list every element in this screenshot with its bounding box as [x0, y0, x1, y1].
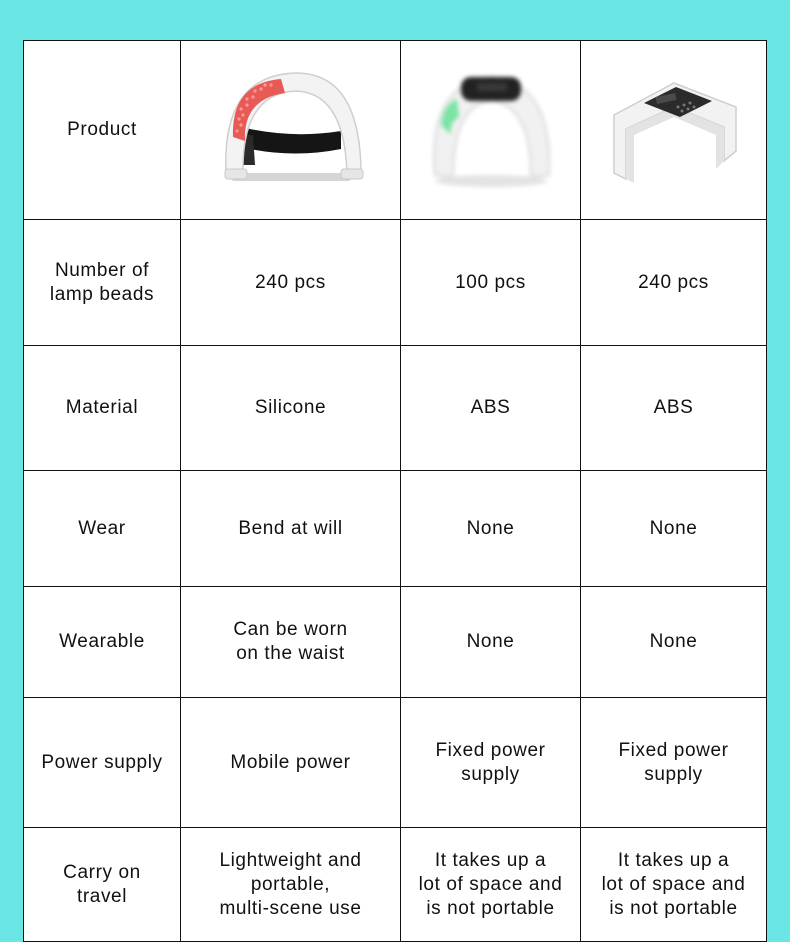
product-image-cell-2	[401, 41, 581, 220]
cell-material-3: ABS	[581, 346, 767, 471]
cell-wearable-2: None	[401, 587, 581, 698]
cell-lamp-beads-1: 240 pcs	[181, 220, 401, 346]
table-row-wear	[24, 471, 767, 587]
cell-wear-3: None	[581, 471, 767, 587]
cell-power-supply-3: Fixed power supply	[581, 698, 767, 828]
cell-material-1: Silicone	[181, 346, 401, 471]
row-label-lamp-beads: Number of lamp beads	[24, 220, 181, 346]
table-row-power-supply	[24, 698, 767, 828]
table-row-material	[24, 346, 767, 471]
row-label-product: Product	[24, 41, 181, 220]
row-label-carry-on-travel: Carry on travel	[24, 828, 181, 942]
cell-carry-on-travel-3: It takes up a lot of space and is not portable	[581, 828, 767, 942]
product-comparison-table	[23, 40, 767, 942]
red-light-arch-device-icon	[211, 65, 371, 195]
cell-wear-2: None	[401, 471, 581, 587]
product-image-cell-1	[181, 41, 401, 220]
table-row-product	[24, 41, 767, 220]
cell-wearable-3: None	[581, 587, 767, 698]
cell-power-supply-1: Mobile power	[181, 698, 401, 828]
row-label-wearable: Wearable	[24, 587, 181, 698]
green-light-mask-device-icon	[421, 65, 561, 195]
table-row-wearable	[24, 587, 767, 698]
cell-carry-on-travel-2: It takes up a lot of space and is not portable	[401, 828, 581, 942]
row-label-wear: Wear	[24, 471, 181, 587]
product-image-cell-3	[581, 41, 767, 220]
cell-power-supply-2: Fixed power supply	[401, 698, 581, 828]
row-label-material: Material	[24, 346, 181, 471]
white-led-panel-device-icon	[604, 65, 744, 195]
table-row-carry-on-travel	[24, 828, 767, 942]
table-row-lamp-beads	[24, 220, 767, 346]
cell-material-2: ABS	[401, 346, 581, 471]
cell-wear-1: Bend at will	[181, 471, 401, 587]
cell-wearable-1: Can be worn on the waist	[181, 587, 401, 698]
row-label-power-supply: Power supply	[24, 698, 181, 828]
cell-lamp-beads-3: 240 pcs	[581, 220, 767, 346]
cell-lamp-beads-2: 100 pcs	[401, 220, 581, 346]
cell-carry-on-travel-1: Lightweight and portable, multi-scene use	[181, 828, 401, 942]
